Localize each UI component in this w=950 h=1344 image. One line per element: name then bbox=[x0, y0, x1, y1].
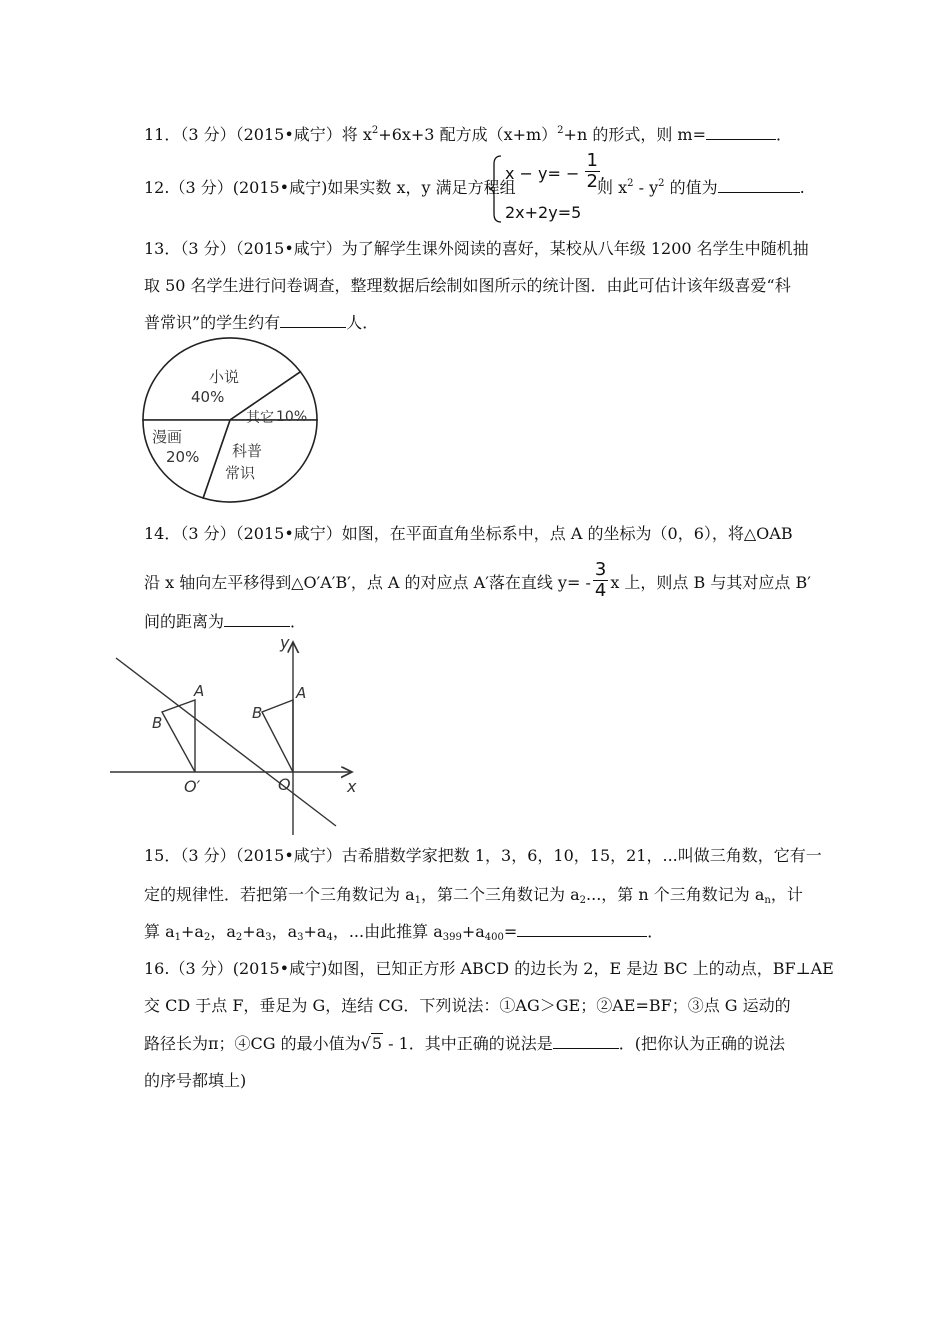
pie-chart bbox=[140, 334, 320, 506]
question-11: 11．（3 分）（2015•咸宁）将 $x^2+6x+3$ 配方成$(x+m)^2+n$ 的形式，则 m= ． bbox=[144, 125, 793, 144]
pie-label-science-2: 常识 bbox=[225, 464, 256, 482]
pie-percent-other: 10% bbox=[276, 409, 308, 425]
pie-percent-comic: 20% bbox=[166, 448, 200, 466]
pie-label-science-1: 科普 bbox=[232, 442, 263, 460]
question-16-line-4: 的序号都填上) bbox=[144, 1071, 247, 1090]
question-16-line-1: 16.（3 分）(2015•咸宁)如图，已知正方形 ABCD 的边长为 2，E 是边 BC 上的动点，BF⊥AE bbox=[144, 959, 834, 978]
triangle-oab bbox=[262, 700, 293, 772]
sqrt-icon: √ bbox=[360, 1034, 371, 1053]
a-prime-label: A bbox=[194, 682, 205, 700]
question-16-line-2: 交 CD 于点 F，垂足为 G，连结 CG．下列说法：①AG＞GE；②AE=BF；③点 G 运动的 bbox=[144, 996, 791, 1015]
coordinate-figure bbox=[110, 630, 370, 840]
question-12-tail: 则 $x^2 - y^2$ 的值为 . bbox=[597, 178, 805, 197]
answer-blank bbox=[224, 612, 290, 627]
fraction: $\frac{1}{2}$ bbox=[586, 150, 598, 192]
pie-label-comic: 漫画 bbox=[152, 428, 183, 446]
pie-label-other: 其它 bbox=[246, 410, 274, 426]
question-15-line-3: 算 $a_1+a_2$，$a_2+a_3$，$a_3+a_4$，...由此推算 $a_{399}+a_{400}=$ ． bbox=[144, 922, 664, 943]
question-13-line-3: 普常识”的学生约有 人． bbox=[144, 313, 379, 332]
pie-percent-novel: 40% bbox=[191, 388, 225, 406]
a-label: A bbox=[296, 684, 307, 702]
pie-label-novel: 小说 bbox=[209, 368, 240, 386]
equation-1: x − y= − $\frac{1}{2}$ , bbox=[505, 150, 606, 192]
triangle-o-prime-a-prime-b-prime bbox=[162, 700, 195, 772]
question-13-line-1: 13．（3 分）（2015•咸宁）为了解学生课外阅读的喜好，某校从八年级 1200 名学生中随机抽 bbox=[144, 239, 809, 258]
x-axis-label: x bbox=[347, 777, 357, 796]
y-axis-label: y bbox=[280, 633, 290, 652]
question-16-line-3: 路径长为π；④CG 的最小值为√5 - 1．其中正确的说法是 ．(把你认为正确的说法 bbox=[144, 1034, 786, 1053]
o-prime-label: O′ bbox=[184, 777, 201, 796]
answer-blank bbox=[517, 922, 647, 937]
question-12: 12.（3 分）(2015•咸宁)如果实数 x，y 满足方程组 bbox=[144, 178, 516, 197]
question-15-line-2: 定的规律性．若把第一个三角数记为 $a_1$，第二个三角数记为 $a_2$...，第 n 个三角数记为 $a_n$，计 bbox=[144, 885, 803, 906]
brace-icon bbox=[489, 154, 505, 224]
question-14-line-3: 间的距离为 ． bbox=[144, 612, 307, 631]
answer-blank bbox=[280, 313, 346, 328]
equation-2: 2x+2y=5 bbox=[505, 203, 582, 222]
origin-label: O bbox=[278, 775, 291, 794]
answer-blank bbox=[718, 178, 800, 193]
question-15-line-1: 15．（3 分）（2015•咸宁）古希腊数学家把数 1，3，6，10，15，21，...叫做三角数，它有一 bbox=[144, 846, 822, 865]
fraction: $\frac{3}{4}$ bbox=[594, 559, 607, 601]
b-prime-label: B bbox=[152, 714, 163, 732]
answer-blank bbox=[706, 125, 776, 140]
b-label: B bbox=[252, 704, 263, 722]
question-13-line-2: 取 50 名学生进行问卷调查，整理数据后绘制如图所示的统计图．由此可估计该年级喜爱“科 bbox=[144, 276, 791, 295]
question-14-line-1: 14．（3 分）（2015•咸宁）如图，在平面直角坐标系中，点 A 的坐标为（0，6），将△OAB bbox=[144, 524, 793, 543]
answer-blank bbox=[553, 1034, 619, 1049]
question-14-line-2: 沿 x 轴向左平移得到△O′A′B′，点 A 的对应点 A′落在直线 y= - $\frac{3}{4}$ x 上，则点 B 与其对应点 B′ bbox=[144, 559, 811, 601]
